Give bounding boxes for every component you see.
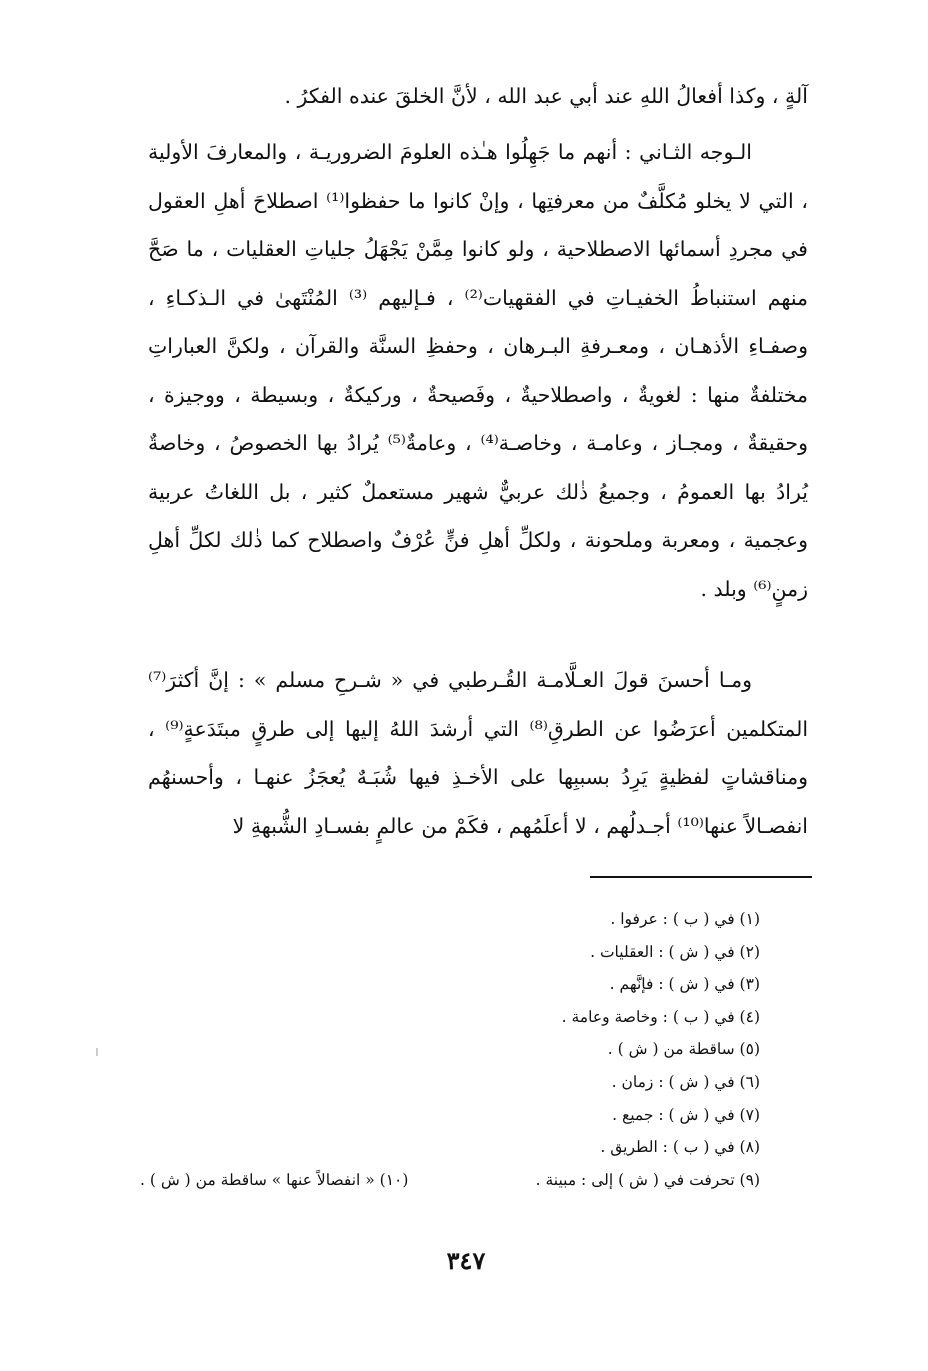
continuation-line <box>148 72 808 121</box>
footnote-separator <box>590 876 812 878</box>
continuation-text: آلةٍ ، وكذا أفعالُ اللهِ عند أبي عبد الله ، لأنَّ الخلقَ عنده الفكرُ . <box>284 84 808 108</box>
footnote-row-last <box>140 1164 760 1197</box>
footnote-7: (٧) في ( ش ) : جميع . <box>612 1105 760 1124</box>
footnote-1: (١) في ( ب ) : عرفوا . <box>610 910 760 928</box>
paragraph-second-aspect-text: الـوجه الثـاني : أنهم ما جَهِلُوا هـٰذه العلومَ الضروريـة ، والمعارفَ الأولية ، التي لا يخلو مُكلَّفٌ من معرفتِها ، وإنْ كانوا ما حفظوا⁽¹⁾ اصطلاحَ أهلِ العقول في مجردِ أسمائها الاصطلاحية ، ولو كانوا مِمَّنْ يَجْهَلُ جلياتِ العقليات ، ما صَحَّ منهم استنباطُ الخفيـاتِ في الفقهيات⁽²⁾ ، فـإليهم ⁽³⁾ المُنْتَهىٰ في الـذكـاءِ ، وصفـاءِ الأذهـان ، ومعـرفةِ البـرهان ، وحفظِ السنَّة والقرآن ، ولكنَّ العباراتِ مختلفةٌ منها : لغويةٌ ، واصطلاحيةٌ ، وفَصيحةٌ ، وركيكةٌ ، وبسيطة ، ووجيزة ، وحقيقةٌ ، ومجـاز ، وعامـة ، وخاصـة⁽⁴⁾ ، وعامةٌ⁽⁵⁾ يُرادُ بها الخصوصُ ، وخاصةٌ يُرادُ بها العمومُ ، وجميعُ ذٰلك عربيٌّ شهير مستعملٌ كثير ، بل اللغاتُ عربية وعجمية ، ومعربة وملحونة ، ولكلِّ أهلِ فنٍّ عُرْفٌ واصطلاح كما ذٰلك لكلِّ أهلِ زمنٍ⁽⁶⁾ وبلد . <box>148 140 809 601</box>
footnotes-list <box>140 903 760 1196</box>
footnote-2: (٢) في ( ش ) : العقليات . <box>590 942 760 961</box>
paragraph-second-aspect <box>148 128 808 613</box>
paragraph-qurtubi-quote <box>148 656 808 850</box>
footnote-5: (٥) ساقطة من ( ش ) . <box>607 1040 760 1059</box>
footnote-9: (٩) تحرفت في ( ش ) إلى : مبينة . <box>535 1170 760 1189</box>
page-number: ٣٤٧ <box>446 1246 486 1275</box>
footnote-3: (٣) في ( ش ) : فإنَّهم . <box>609 975 760 994</box>
paragraph-qurtubi-quote-text: ومـا أحسنَ قولَ العـلَّامـة القُـرطبي في « شـرحِ مسلم » : إنَّ أكثرَ⁽⁷⁾ المتكلمين أعرَضُوا عن الطرقِ⁽⁸⁾ التي أرشدَ اللهُ إليها إلى طرقٍ مبتَدَعةٍ⁽⁹⁾ ، ومناقشاتٍ لفظيةٍ يَرِدُ بسببِها على الأخـذِ فيها شُبَـهٌ يُعجَزُ عنهـا ، وأحسنهُم انفصـالاً عنها⁽¹⁰⁾ أجـدلُهم ، لا أعلَمُهم ، فكَمْ من عالمٍ بفسـادِ الشُّبهةِ لا <box>148 668 809 838</box>
footnote-4: (٤) في ( ب ) : وخاصة وعامة . <box>561 1007 760 1026</box>
footnote-8: (٨) في ( ب ) : الطريق . <box>600 1138 760 1157</box>
footnote-10: (١٠) « انفصالاً عنها » ساقطة من ( ش ) . <box>140 1170 409 1189</box>
footnote-6: (٦) في ( ش ) : زمان . <box>611 1072 760 1091</box>
scan-mark <box>96 1048 98 1056</box>
